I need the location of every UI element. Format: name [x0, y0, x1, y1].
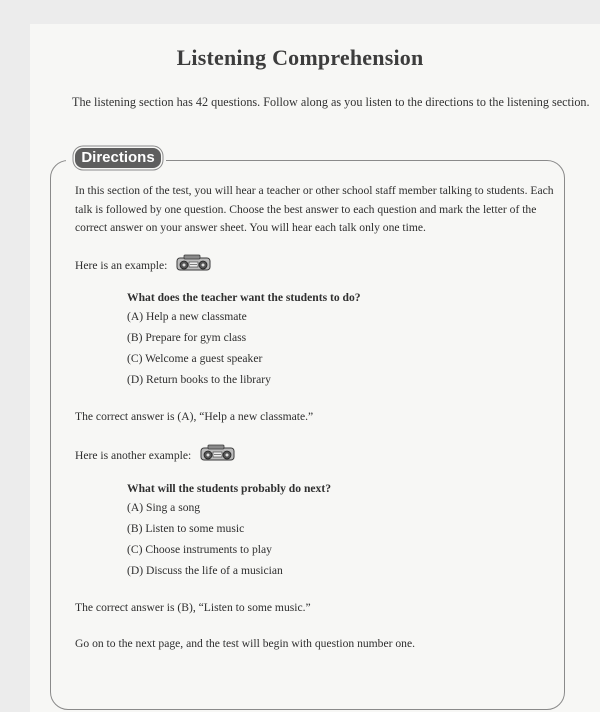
- page-title: Listening Comprehension: [176, 45, 424, 70]
- audio-player-icon: [176, 254, 212, 279]
- audio-player-icon: [200, 444, 236, 469]
- intro-text: The listening section has 42 questions. Follow along as you listen to the directions to the listening section.: [72, 95, 590, 109]
- example-2-lead: Here is another example:: [75, 444, 236, 469]
- example-2-choice-a: (A) Sing a song: [127, 501, 201, 514]
- directions-label: Directions: [75, 148, 161, 168]
- example-1-choice-b: (B) Prepare for gym class: [127, 331, 247, 344]
- example-1-choice-c: (C) Welcome a guest speaker: [127, 352, 263, 365]
- example-1-question: What does the teacher want the students to do?: [127, 291, 361, 304]
- example-2-choice-d: (D) Discuss the life of a musician: [127, 564, 283, 577]
- example-2-question: What will the students probably do next?: [127, 482, 332, 495]
- closing-text: Go on to the next page, and the test will begin with question number one.: [75, 637, 416, 650]
- directions-paragraph: In this section of the test, you will hear a teacher or other school staff member talking to students. Each talk is followed by one question. Choose the best answer to each question and mark the letter of the correct answer on your answer sheet. You will hear each talk only one time.: [75, 184, 554, 234]
- example-2-choice-c: (C) Choose instruments to play: [127, 543, 272, 556]
- directions-box: [50, 160, 565, 710]
- example-1-lead: Here is an example:: [75, 254, 212, 279]
- example-2-choice-b: (B) Listen to some music: [127, 522, 245, 535]
- example-1-answer: The correct answer is (A), “Help a new classmate.”: [75, 410, 314, 423]
- example-1-choice-d: (D) Return books to the library: [127, 373, 271, 386]
- example-1-choice-a: (A) Help a new classmate: [127, 310, 247, 323]
- example-2-answer: The correct answer is (B), “Listen to some music.”: [75, 601, 311, 614]
